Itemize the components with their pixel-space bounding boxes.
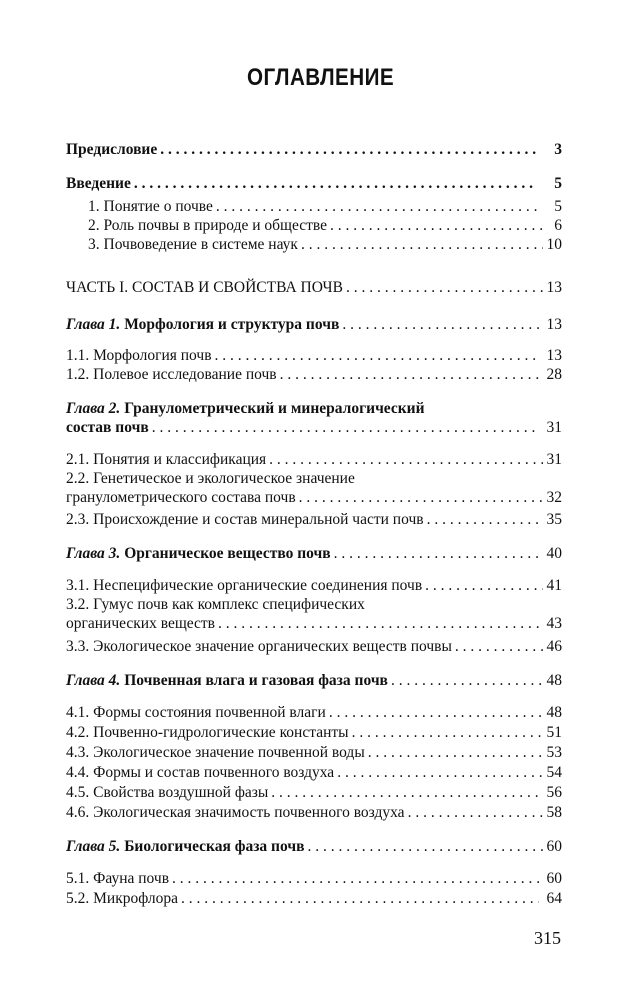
toc-page: 41 <box>546 577 562 594</box>
toc-entry[interactable]: 3.3. Экологическое значение органических веществ почвы . . . 46 <box>66 637 562 656</box>
toc-entry[interactable]: 1.2. Полевое исследование почв . . . 28 <box>66 365 562 384</box>
toc-entry[interactable]: 1.1. Морфология почв . . . 13 <box>66 346 562 365</box>
toc-entry[interactable]: 4.2. Почвенно-гидрологические константы . . . 51 <box>66 723 562 742</box>
toc-entry[interactable]: 5.1. Фауна почв . . . 60 <box>66 869 562 888</box>
toc-page: 35 <box>546 511 562 528</box>
toc-page: 28 <box>546 366 562 383</box>
toc-entry[interactable]: 3. Почвоведение в системе наук . . . 10 <box>66 235 562 254</box>
toc-page: 6 <box>554 217 562 234</box>
toc-entry-chapter-1[interactable]: Глава 1. Морфология и структура почв . . . 13 <box>66 315 562 334</box>
toc-entry[interactable]: 4.3. Экологическое значение почвенной воды . . . 53 <box>66 743 562 762</box>
toc-entry-chapter-4[interactable]: Глава 4. Почвенная влага и газовая фаза почв . . . 48 <box>66 671 562 690</box>
page-number: 315 <box>534 928 561 948</box>
toc-page: 13 <box>546 347 562 364</box>
toc-entry[interactable]: 2. Роль почвы в природе и обществе . . . 6 <box>66 216 562 235</box>
toc-page: 10 <box>546 236 562 253</box>
toc-page: 5 <box>554 198 562 215</box>
toc-page: 48 <box>546 704 562 721</box>
toc-page: 56 <box>546 784 562 801</box>
toc-page: 13 <box>546 316 562 333</box>
toc-entry-intro[interactable]: Введение . . . 5 <box>66 174 562 193</box>
toc-page: 48 <box>546 672 562 689</box>
toc-page: 5 <box>554 175 562 192</box>
toc-page: 51 <box>546 724 562 741</box>
toc-page: 32 <box>546 489 562 506</box>
toc-page: 31 <box>546 419 562 436</box>
toc-page: 58 <box>546 804 562 821</box>
toc-entry[interactable]: 2.3. Происхождение и состав минеральной части почв . . . 35 <box>66 510 562 529</box>
toc-entry[interactable]: 3.1. Неспецифические органические соединения почв . . . 41 <box>66 576 562 595</box>
toc-entry-part-1[interactable]: ЧАСТЬ I. СОСТАВ И СВОЙСТВА ПОЧВ . . . 13 <box>66 278 562 297</box>
toc-page: 60 <box>546 838 562 855</box>
toc-entry[interactable]: 5.2. Микрофлора . . . 64 <box>66 889 562 908</box>
toc-page: 46 <box>546 638 562 655</box>
toc-page: 31 <box>546 451 562 468</box>
toc-entry-chapter-5[interactable]: Глава 5. Биологическая фаза почв . . . 60 <box>66 837 562 856</box>
toc-page: 3 <box>554 141 562 158</box>
toc-entry-chapter-3[interactable]: Глава 3. Органическое вещество почв . . . 40 <box>66 544 562 563</box>
toc-entry[interactable]: 4.6. Экологическая значимость почвенного воздуха . . . 58 <box>66 803 562 822</box>
toc-page: 60 <box>546 870 562 887</box>
toc-page: 53 <box>546 744 562 761</box>
toc-entry[interactable]: 3.2. Гумус почв как комплекс специфических органических веществ . . . 43 <box>66 595 562 633</box>
toc-entry-chapter-2[interactable]: Глава 2. Гранулометрический и минералогический состав почв . . . 31 <box>66 399 562 437</box>
toc-entry[interactable]: 2.2. Генетическое и экологическое значение гранулометрического состава почв . . . 32 <box>66 469 562 507</box>
toc-entry[interactable]: 2.1. Понятия и классификация . . . 31 <box>66 450 562 469</box>
toc-entry[interactable]: 1. Понятие о почве . . . 5 <box>66 197 562 216</box>
toc-entry[interactable]: 4.4. Формы и состав почвенного воздуха . . . 54 <box>66 763 562 782</box>
toc-entry[interactable]: 4.5. Свойства воздушной фазы . . . 56 <box>66 783 562 802</box>
toc-page: 40 <box>546 545 562 562</box>
toc-page: 54 <box>546 764 562 781</box>
toc-page: 43 <box>546 615 562 632</box>
toc-page: 64 <box>546 890 562 907</box>
toc-entry-preface[interactable]: Предисловие . . . 3 <box>66 140 562 159</box>
page-title: ОГЛАВЛЕНИЕ <box>246 64 395 91</box>
toc-entry[interactable]: 4.1. Формы состояния почвенной влаги . . . 48 <box>66 703 562 722</box>
toc-page: 13 <box>546 279 562 296</box>
